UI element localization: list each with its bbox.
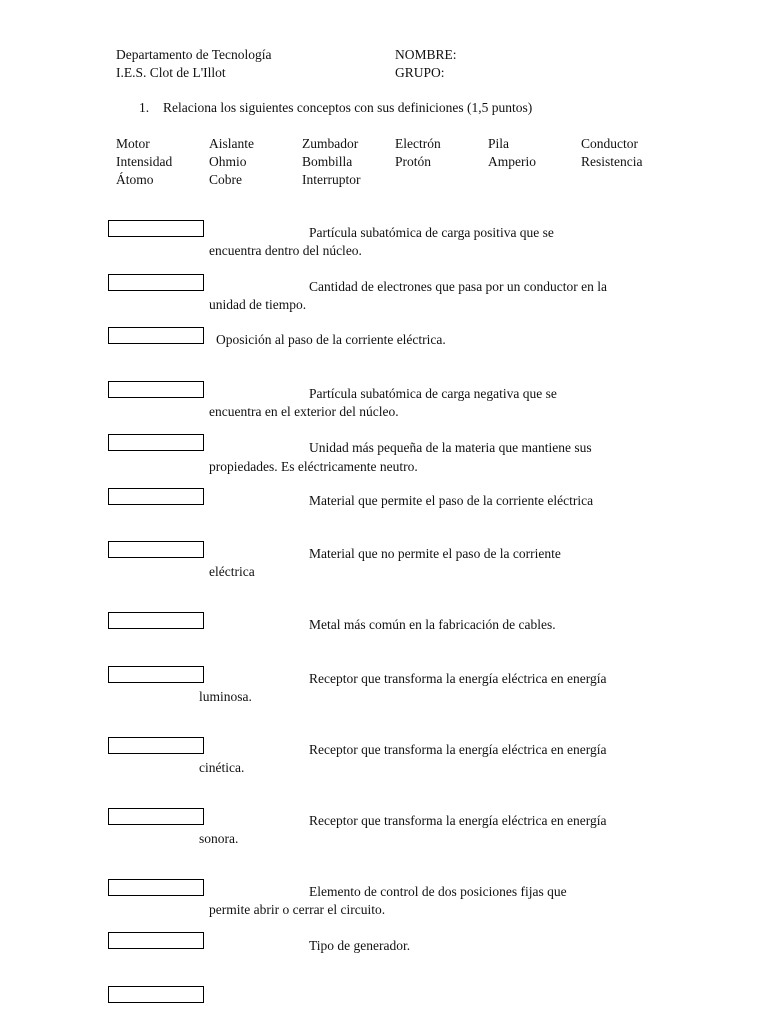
term-proton: Protón bbox=[395, 154, 432, 169]
answer-box[interactable] bbox=[108, 932, 204, 949]
definition-text bbox=[209, 385, 654, 421]
term-interruptor: Interruptor bbox=[302, 172, 361, 187]
term-motor: Motor bbox=[116, 136, 150, 151]
definition-text bbox=[216, 331, 661, 349]
term-aislante: Aislante bbox=[209, 136, 254, 151]
term-electron: Electrón bbox=[395, 136, 441, 151]
definition-continuation: cinética. bbox=[199, 760, 245, 775]
name-label: NOMBRE: bbox=[395, 47, 457, 62]
definition-continuation: eléctrica bbox=[209, 564, 255, 579]
definition-first-line: Material que permite el paso de la corriente eléctrica bbox=[309, 493, 594, 508]
definition-continuation: luminosa. bbox=[199, 689, 252, 704]
answer-box[interactable] bbox=[108, 808, 204, 825]
answer-box[interactable] bbox=[108, 541, 204, 558]
definition-continuation: encuentra dentro del núcleo. bbox=[209, 243, 362, 258]
term-atomo: Átomo bbox=[116, 172, 154, 187]
term-amperio: Amperio bbox=[488, 154, 536, 169]
answer-box[interactable] bbox=[108, 737, 204, 754]
term-resistencia: Resistencia bbox=[581, 154, 643, 169]
answer-box[interactable] bbox=[108, 274, 204, 291]
definition-first-line: Cantidad de electrones que pasa por un conductor en la bbox=[309, 279, 608, 294]
definition-continuation: permite abrir o cerrar el circuito. bbox=[209, 902, 386, 917]
department-label: Departamento de Tecnología bbox=[116, 47, 272, 62]
definition-continuation: sonora. bbox=[199, 831, 239, 846]
answer-box[interactable] bbox=[108, 488, 204, 505]
definition-first-line: Material que no permite el paso de la corriente bbox=[309, 546, 561, 561]
school-label: I.E.S. Clot de L'Illot bbox=[116, 65, 226, 80]
answer-box[interactable] bbox=[108, 434, 204, 451]
definition-first-line: Receptor que transforma la energía eléctrica en energía bbox=[309, 813, 607, 828]
definition-text bbox=[199, 741, 654, 777]
group-label: GRUPO: bbox=[395, 65, 445, 80]
definition-text bbox=[209, 937, 654, 955]
definition-first-line: Elemento de control de dos posiciones fijas que bbox=[309, 884, 567, 899]
definition-first-line: Tipo de generador. bbox=[309, 938, 411, 953]
definition-first-line: Oposición al paso de la corriente eléctrica. bbox=[216, 332, 446, 347]
term-pila: Pila bbox=[488, 136, 510, 151]
definition-text bbox=[209, 492, 654, 510]
definition-text bbox=[209, 616, 654, 634]
definition-first-line: Unidad más pequeña de la materia que mantiene sus bbox=[309, 440, 592, 455]
term-intensidad: Intensidad bbox=[116, 154, 173, 169]
definition-text bbox=[209, 883, 654, 919]
definition-text bbox=[209, 438, 654, 476]
definition-first-line: Receptor que transforma la energía eléctrica en energía bbox=[309, 671, 607, 686]
term-ohmio: Ohmio bbox=[209, 154, 247, 169]
term-cobre: Cobre bbox=[209, 172, 242, 187]
answer-box[interactable] bbox=[108, 327, 204, 344]
definition-first-line: Metal más común en la fabricación de cables. bbox=[309, 617, 556, 632]
definition-text bbox=[209, 224, 654, 260]
term-zumbador: Zumbador bbox=[302, 136, 359, 151]
answer-box[interactable] bbox=[108, 986, 204, 1003]
answer-box[interactable] bbox=[108, 612, 204, 629]
answer-box[interactable] bbox=[108, 879, 204, 896]
definition-continuation: unidad de tiempo. bbox=[209, 297, 307, 312]
definition-text bbox=[209, 545, 654, 581]
definition-text bbox=[199, 812, 654, 848]
question-text: Relaciona los siguientes conceptos con sus definiciones (1,5 puntos) bbox=[163, 100, 533, 115]
answer-box[interactable] bbox=[108, 381, 204, 398]
term-conductor: Conductor bbox=[581, 136, 638, 151]
answer-box[interactable] bbox=[108, 666, 204, 683]
definition-first-line: Partícula subatómica de carga positiva que se bbox=[309, 225, 554, 240]
definition-first-line: Partícula subatómica de carga negativa que se bbox=[309, 386, 557, 401]
definition-text bbox=[209, 278, 654, 314]
term-bombilla: Bombilla bbox=[302, 154, 353, 169]
definition-continuation: encuentra en el exterior del núcleo. bbox=[209, 404, 399, 419]
question-number: 1. bbox=[139, 100, 150, 115]
definition-text bbox=[199, 670, 654, 706]
definition-first-line: Receptor que transforma la energía eléctrica en energía bbox=[309, 742, 607, 757]
definition-continuation: propiedades. Es eléctricamente neutro. bbox=[209, 459, 418, 474]
answer-box[interactable] bbox=[108, 220, 204, 237]
